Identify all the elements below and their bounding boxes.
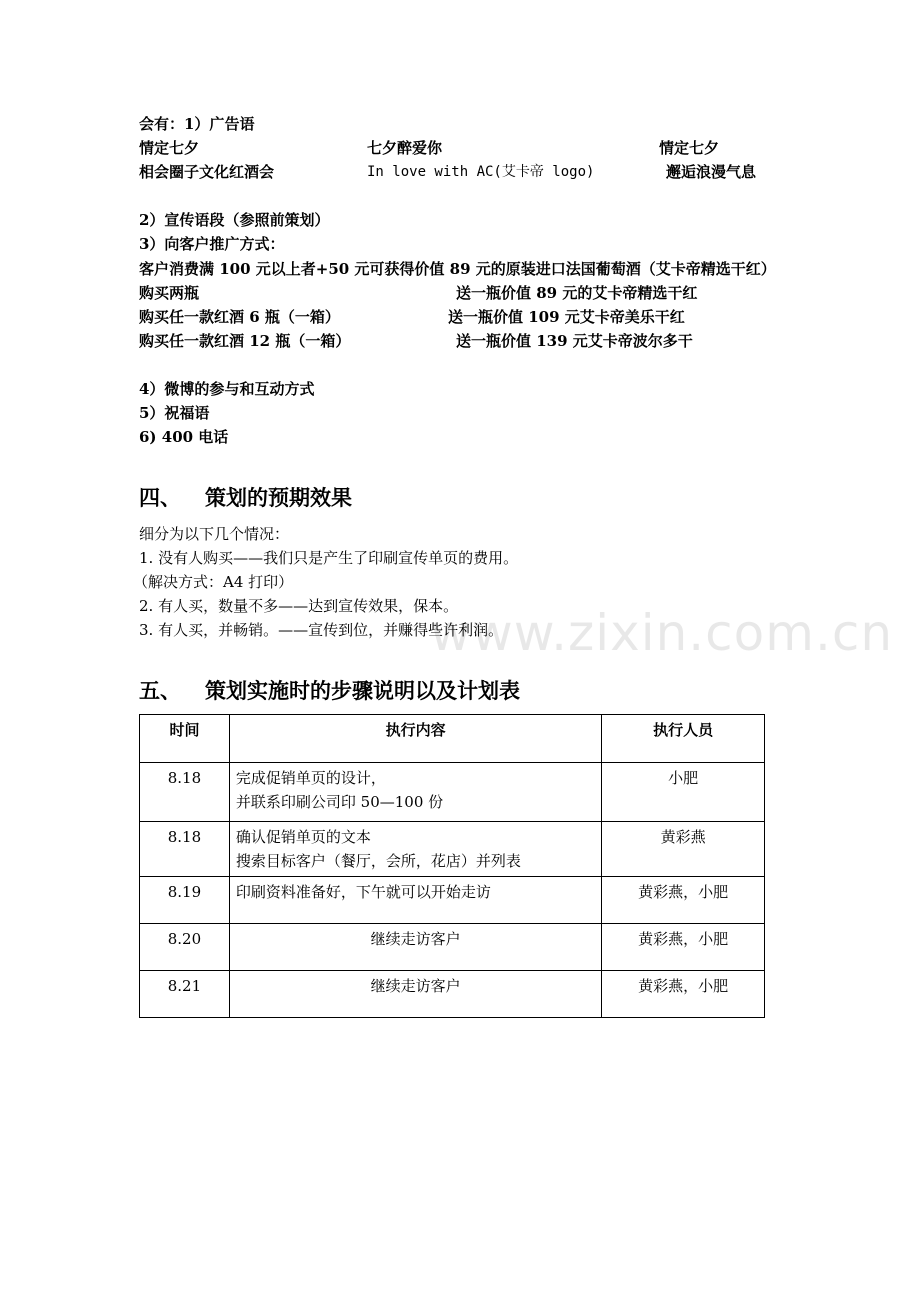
header-time: 时间 [140, 715, 230, 763]
cell-date: 8.18 [140, 822, 230, 877]
cell-date: 8.20 [140, 924, 230, 971]
section-4-title: 策划的预期效果 [205, 485, 352, 510]
section-4-item-1-note: （解决方式：A4 打印） [133, 573, 294, 591]
slogan-3: 情定七夕 [659, 139, 720, 157]
slogan-5: In love with AC(艾卡帝 logo) [367, 164, 595, 180]
ads-item-6: 6) 400 电话 [139, 428, 229, 446]
cell-date: 8.18 [140, 763, 230, 822]
table-row [140, 971, 765, 1018]
section-4-heading [139, 485, 352, 511]
header-person: 执行人员 [602, 715, 765, 763]
header-content: 执行内容 [229, 715, 601, 763]
plan-table [139, 714, 765, 1018]
ads-item-4: 4）微博的参与和互动方式 [139, 380, 315, 398]
cell-content [229, 822, 601, 877]
section-4-number: 四、 [139, 485, 181, 510]
cell-person: 黄彩燕，小肥 [602, 877, 765, 924]
section-4-item-1: 1. 没有人购买——我们只是产生了印刷宣传单页的费用。 [139, 549, 519, 567]
section-4-item-3: 3. 有人买，并畅销。——宣传到位，并赚得些许利润。 [139, 621, 504, 639]
table-row [140, 877, 765, 924]
promo-condition: 购买任一款红酒 6 瓶（一箱） [139, 308, 340, 326]
promo-intro: 客户消费满 100 元以上者+50 元可获得价值 89 元的原装进口法国葡萄酒（艾卡帝精选干红） [139, 260, 776, 278]
table-header-row [140, 715, 765, 763]
section-4-intro: 细分为以下几个情况： [139, 525, 290, 543]
cell-person: 小肥 [602, 763, 765, 822]
cell-person: 黄彩燕，小肥 [602, 971, 765, 1018]
cell-content [229, 763, 601, 822]
cell-person: 黄彩燕 [602, 822, 765, 877]
ads-item-3: 3）向客户推广方式： [139, 235, 285, 253]
cell-date: 8.21 [140, 971, 230, 1018]
ads-item-5: 5）祝福语 [139, 404, 210, 422]
section-5-title: 策划实施时的步骤说明以及计划表 [205, 678, 520, 703]
promo-gift: 送一瓶价值 139 元艾卡帝波尔多干 [456, 332, 693, 350]
promo-condition: 购买任一款红酒 12 瓶（一箱） [139, 332, 351, 350]
section-5-number: 五、 [139, 678, 181, 703]
cell-content: 继续走访客户 [229, 924, 601, 971]
cell-content-line: 并联系印刷公司印 50—100 份 [235, 793, 444, 811]
slogan-6: 邂逅浪漫气息 [666, 163, 757, 181]
section-4-item-2: 2. 有人买，数量不多——达到宣传效果，保本。 [139, 597, 459, 615]
cell-date: 8.19 [140, 877, 230, 924]
watermark: www.zixin.com.cn [430, 604, 894, 662]
table-row [140, 763, 765, 822]
table-row [140, 924, 765, 971]
table-row [140, 822, 765, 877]
slogan-1: 情定七夕 [139, 139, 200, 157]
cell-person: 黄彩燕，小肥 [602, 924, 765, 971]
cell-content-line: 完成促销单页的设计， [235, 769, 386, 787]
ads-intro: 会有：1）广告语 [139, 115, 255, 133]
cell-content-line: 搜索目标客户（餐厅，会所，花店）并列表 [235, 852, 521, 870]
cell-content: 继续走访客户 [229, 971, 601, 1018]
slogan-4: 相会圈子文化红酒会 [139, 163, 275, 181]
cell-content-line: 印刷资料准备好，下午就可以开始走访 [235, 883, 491, 901]
slogan-2: 七夕醉爱你 [367, 139, 443, 157]
cell-content [229, 877, 601, 924]
promo-condition: 购买两瓶 [139, 284, 200, 302]
promo-gift: 送一瓶价值 89 元的艾卡帝精选干红 [456, 284, 698, 302]
cell-content-line: 确认促销单页的文本 [235, 828, 371, 846]
promo-gift: 送一瓶价值 109 元艾卡帝美乐干红 [448, 308, 685, 326]
section-5-heading [139, 678, 520, 704]
ads-item-2: 2）宣传语段（参照前策划） [139, 211, 330, 229]
